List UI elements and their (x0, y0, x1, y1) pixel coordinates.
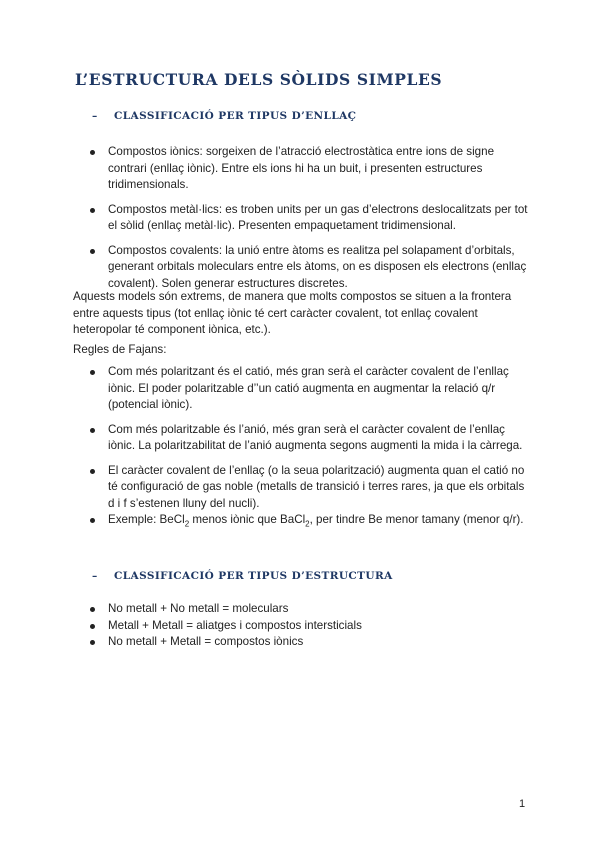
section-heading-bond-type (92, 110, 356, 122)
list-item-example: Exemple: BeCl$_2$ menos iònic que BaCl$_2$, per tindre Be menor tamany (menor q/r). (90, 512, 532, 529)
structure-type-list (90, 601, 532, 651)
fajans-label: Regles de Fajans: (73, 343, 167, 356)
list-item: Metall + Metall = aliatges i compostos intersticials (90, 618, 532, 635)
list-item: Compostos covalents: la unió entre àtoms es realitza pel solapament d’orbitals, generant orbitals moleculars entre els àtoms, on es disposen els electrons (enllaç covalent). Solen generar estructures discretes. (90, 243, 532, 293)
bullet-icon (90, 518, 95, 523)
bullet-icon (90, 624, 95, 629)
list-item: El caràcter covalent de l’enllaç (o la seua polarització) augmenta quan el catió no té configuració de gas noble (metalls de transició i terres rares, ja que els orbitals d i f s’estenen lluny del nucli). (90, 463, 532, 513)
bullet-icon (90, 249, 95, 254)
models-paragraph: Aquests models són extrems, de manera que molts compostos se situen a la frontera entre aquests tipus (tot enllaç iònic té cert caràcter covalent, tot enllaç covalent heteropolar té component iònica, etc.). (73, 290, 512, 336)
bullet-icon (90, 640, 95, 645)
list-item: No metall + No metall = moleculars (90, 601, 532, 618)
list-item: Com més polaritzable és l’anió, més gran serà el caràcter covalent de l’enllaç iònic. La polaritzabilitat de l’anió augmenta segons augmenti la mida i la càrrega. (90, 422, 532, 455)
section-dash: – (92, 110, 98, 122)
list-item: Compostos iònics: sorgeixen de l’atracció electrostàtica entre ions de signe contrari (enllaç iònic). Entre els ions hi ha un buit, i presenten estructures tridimensionals. (90, 144, 532, 194)
section-heading-text: CLASSIFICACIÓ PER TIPUS D’ENLLAÇ (114, 110, 357, 122)
bullet-icon (90, 607, 95, 612)
list-item: No metall + Metall = compostos iònics (90, 634, 532, 651)
bullet-icon (90, 208, 95, 213)
page-number: 1 (519, 798, 526, 810)
bullet-icon (90, 150, 95, 155)
section-heading-structure-type (92, 570, 393, 582)
fajans-rules-list (90, 364, 532, 537)
bond-type-list (90, 144, 532, 300)
section-dash: – (92, 570, 98, 582)
bullet-icon (90, 370, 95, 375)
list-item: Compostos metàl·lics: es troben units per un gas d’electrons deslocalitzats per tot el sòlid (enllaç metàl·lic). Presenten empaquetament tridimensional. (90, 202, 532, 235)
section-heading-text: CLASSIFICACIÓ PER TIPUS D’ESTRUCTURA (114, 570, 393, 582)
list-item: Com més polaritzant és el catió, més gran serà el caràcter covalent de l’enllaç iònic. El poder polaritzable d’’un catió augmenta en augmentar la relació q/r (potencial iònic). (90, 364, 532, 414)
bullet-icon (90, 428, 95, 433)
page-title: L’ESTRUCTURA DELS SÒLIDS SIMPLES (75, 70, 443, 89)
bullet-icon (90, 469, 95, 474)
